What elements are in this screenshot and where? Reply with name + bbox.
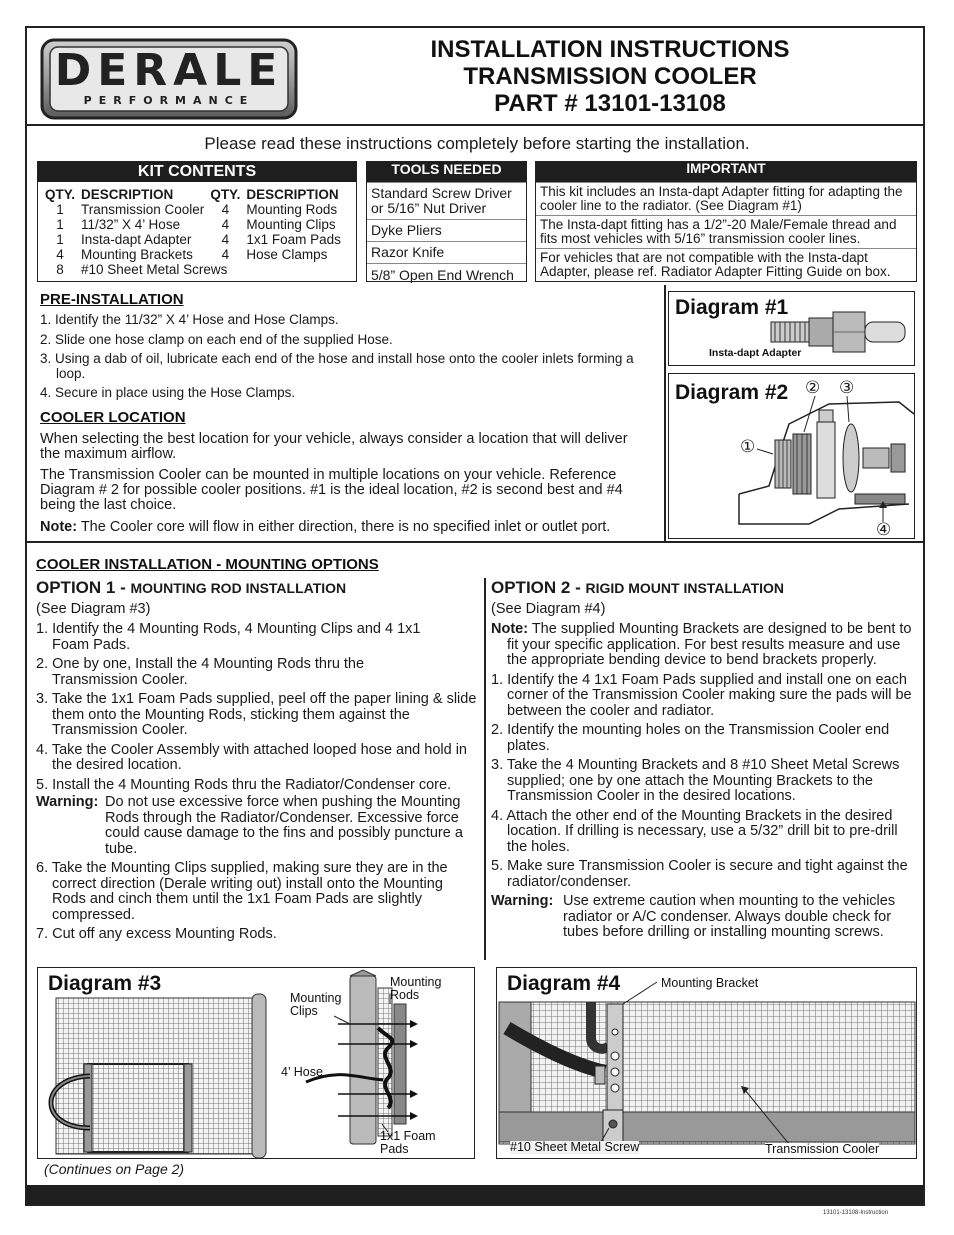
option-2-step: 3. Take the 4 Mounting Brackets and 8 #10 Sheet Metal Screws supplied; one by one attach the Mounting Brackets to the Transmission Cooler in the desired locations. <box>491 757 900 804</box>
diagram-3 <box>37 967 475 1159</box>
footer-bar <box>27 1185 923 1204</box>
location-note-label: Note: <box>40 519 78 535</box>
continues-note: (Continues on Page 2) <box>44 1161 185 1177</box>
kit-row: 1 Transmission Cooler 4 Mounting Rods <box>56 202 338 217</box>
position-2-marker: ② <box>805 378 821 397</box>
rigid-mount-drawing <box>497 968 917 1159</box>
diagram-1-title: Diagram #1 <box>675 296 789 319</box>
pre-step: 3. Using a dab of oil, lubricate each end of the hose and install hose onto the cooler inlets forming a loop. <box>40 351 634 381</box>
diagram-4 <box>496 967 917 1159</box>
kit-col-qty-2: QTY. <box>210 187 241 202</box>
option-1-step: 2. One by one, Install the 4 Mounting Rods thru the Transmission Cooler. <box>36 656 365 688</box>
option-2-steps <box>491 622 921 941</box>
option-2-step: 5. Make sure Transmission Cooler is secure and tight against the radiator/condenser. <box>491 858 908 890</box>
kit-row: 1 Insta-dapt Adapter 4 1x1 Foam Pads <box>56 232 341 247</box>
option-1-step: 1. Identify the 4 Mounting Rods, 4 Mounting Clips and 4 1x1 Foam Pads. <box>36 621 421 653</box>
logo-main-text: DERALE <box>54 45 284 96</box>
option-2-note-label: Note: <box>491 621 529 637</box>
cooler-location-heading: COOLER LOCATION <box>40 409 186 426</box>
location-note-text: The Cooler core will flow in either direction, there is no specified inlet or outlet port. <box>77 519 611 535</box>
option-2-warning-text: Use extreme caution when mounting to the vehicles radiator or A/C condenser. Always double check for tubes before drilling or installing mounting screws. <box>563 893 896 940</box>
logo-sub-text: PERFORMANCE <box>83 94 255 107</box>
title-line-1: INSTALLATION INSTRUCTIONS <box>430 36 790 63</box>
tool-item: Standard Screw Driver or 5/16” Nut Driver <box>367 183 526 220</box>
pre-installation-heading: PRE-INSTALLATION <box>40 291 184 308</box>
kit-table <box>42 187 344 277</box>
tools-needed-box <box>366 161 527 282</box>
diagram-4-title: Diagram #4 <box>507 972 621 995</box>
document-number: 13101-13108-Instruction <box>823 1210 889 1216</box>
option-2-note <box>491 622 921 669</box>
important-item: The Insta-dapt fitting has a 1/2”-20 Male/Female thread and fits most vehicles with 5/16” transmission cooler lines. <box>536 216 916 249</box>
pre-step: 1. Identify the 11/32” X 4’ Hose and Hose Clamps. <box>40 312 339 327</box>
option-1-steps <box>36 622 478 947</box>
option-1-step: 4. Take the Cooler Assembly with attached looped hose and hold in the desired location. <box>36 741 467 773</box>
option-2-step: 4. Attach the other end of the Mounting Brackets in the desired location. If drilling is necessary, use a 5/32” drill bit to pre-drill the holes. <box>491 807 898 855</box>
position-1-marker: ① <box>740 437 756 456</box>
option-2-note-text: The supplied Mounting Brackets are designed to be bent to fit your specific application. For best results measure and use the appropriate bending device to bend brackets properly. <box>507 621 912 668</box>
header-divider <box>27 124 923 126</box>
foam-pads-label: 1x1 Foam Pads <box>380 1129 436 1156</box>
kit-row: 8 #10 Sheet Metal Screws <box>56 262 228 277</box>
important-item: This kit includes an Insta-dapt Adapter fitting for adapting the cooler line to the radiator. (See Diagram #1) <box>536 183 916 216</box>
cooler-positions-drawing <box>669 374 915 539</box>
diagram-3-title: Diagram #3 <box>48 972 162 995</box>
option-1-step: 3. Take the 1x1 Foam Pads supplied, peel off the paper lining & slide them onto the Mounting Rods, sticking them against the Transmission Cooler. <box>36 691 477 738</box>
kit-col-desc-2: DESCRIPTION <box>246 187 339 202</box>
kit-col-qty: QTY. <box>45 187 76 202</box>
kit-contents-box <box>37 161 357 282</box>
diagram-2 <box>668 373 915 539</box>
location-paragraph-2: The Transmission Cooler can be mounted in multiple locations on your vehicle. Reference Diagram # 2 for possible cooler positions. #1 is the ideal location, #2 is second best and #4 being the last choice. <box>40 467 623 513</box>
important-box <box>535 161 917 282</box>
kit-row: 1 11/32” X 4’ Hose 4 Mounting Clips <box>56 217 336 232</box>
option-2-warning-label: Warning: <box>491 893 554 909</box>
option-1-label: OPTION 1 - <box>36 578 131 597</box>
pre-installation-steps <box>40 313 660 406</box>
important-heading: IMPORTANT <box>536 162 916 183</box>
option-1-step: 6. Take the Mounting Clips supplied, making sure they are in the correct direction (Derale writing out) install onto the Mounting Rods and cinch them until the 1x1 Foam Pads are slightly compressed. <box>36 860 448 923</box>
kit-col-desc: DESCRIPTION <box>81 187 174 202</box>
mounting-options-heading: COOLER INSTALLATION - MOUNTING OPTIONS <box>36 556 379 573</box>
option-2-see: (See Diagram #4) <box>491 601 606 617</box>
mounting-bracket-label: Mounting Bracket <box>661 976 759 990</box>
tool-item: 5/8” Open End Wrench <box>371 267 514 283</box>
diagram-1 <box>668 291 915 366</box>
pre-step: 4. Secure in place using the Hose Clamps. <box>40 385 296 400</box>
title-line-2: TRANSMISSION COOLER <box>463 63 757 90</box>
page-title <box>350 36 870 117</box>
kit-row: 4 Mounting Brackets 4 Hose Clamps <box>56 247 328 262</box>
option-1-step: 7. Cut off any excess Mounting Rods. <box>36 926 277 942</box>
option-1-heading <box>36 578 346 598</box>
tools-needed-heading: TOOLS NEEDED <box>367 162 526 183</box>
diagram-column-divider <box>664 285 666 541</box>
option-2-warning <box>491 894 921 941</box>
section-divider <box>27 541 923 543</box>
option-2-sublabel: RIGID MOUNT INSTALLATION <box>585 580 785 596</box>
option-2-heading <box>491 578 784 598</box>
transmission-cooler-label: Transmission Cooler <box>765 1142 880 1156</box>
hose-label: 4’ Hose <box>281 1065 323 1079</box>
title-line-3: PART # 13101-13108 <box>494 90 726 117</box>
option-2-step: 2. Identify the mounting holes on the Transmission Cooler end plates. <box>491 722 890 754</box>
important-item: For vehicles that are not compatible with the Insta-dapt Adapter, please ref. Radiator Adapter Fitting Guide on box. <box>540 250 891 279</box>
mounting-clips-label: Mounting Clips <box>290 991 342 1018</box>
option-1-warning-text: Do not use excessive force when pushing the Mounting Rods through the Radiator/Condenser. Excessive force could cause damage to the fins and possibly puncture a tube. <box>105 794 463 857</box>
tool-item: Dyke Pliers <box>367 220 526 242</box>
intro-text: Please read these instructions completely before starting the installation. <box>204 134 750 153</box>
option-column-divider <box>484 578 486 960</box>
diagram-1-label: Insta-dapt Adapter <box>709 347 802 359</box>
tool-item: Razor Knife <box>367 242 526 264</box>
option-1-warning-label: Warning: <box>36 794 99 810</box>
location-note <box>40 520 660 535</box>
mounting-rods-label: Mounting Rods <box>390 975 442 1002</box>
kit-contents-heading: KIT CONTENTS <box>38 162 356 182</box>
option-1-warning <box>36 795 478 857</box>
option-2-label: OPTION 2 - <box>491 578 586 597</box>
pre-step: 2. Slide one hose clamp on each end of the supplied Hose. <box>40 331 393 347</box>
option-2-step: 1. Identify the 4 1x1 Foam Pads supplied and install one on each corner of the Transmission Cooler making sure the pads will be between the cooler and radiator. <box>491 671 912 719</box>
position-4-marker: ④ <box>876 520 892 539</box>
option-1-sublabel: MOUNTING ROD INSTALLATION <box>130 580 347 596</box>
position-3-marker: ③ <box>839 378 855 397</box>
location-paragraph-1: When selecting the best location for your vehicle, always consider a location that will deliver the maximum airflow. <box>40 431 628 462</box>
option-1-see: (See Diagram #3) <box>36 601 151 617</box>
derale-logo <box>40 38 298 120</box>
diagram-2-title: Diagram #2 <box>675 381 789 404</box>
option-1-step: 5. Install the 4 Mounting Rods thru the Radiator/Condenser core. <box>36 776 452 793</box>
sheet-metal-screw-label: #10 Sheet Metal Screw <box>510 1140 640 1154</box>
